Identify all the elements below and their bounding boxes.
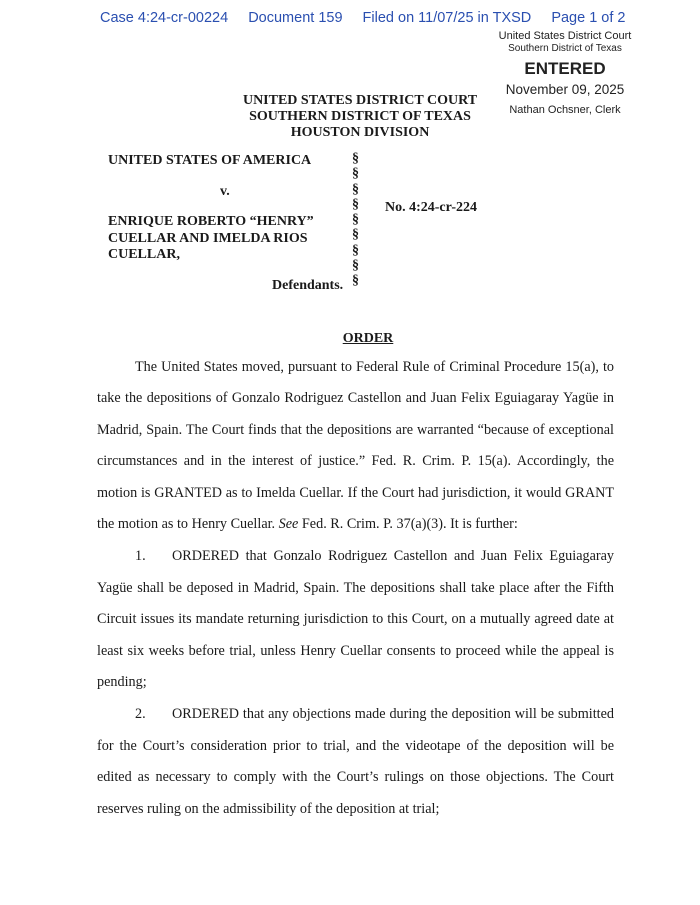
plaintiff-name: UNITED STATES OF AMERICA: [108, 153, 312, 168]
section-mark: §: [352, 242, 359, 258]
page-indicator: Page 1 of 2: [551, 10, 626, 26]
filed-date: Filed on 11/07/25 in TXSD: [362, 10, 532, 26]
section-symbols: [352, 151, 359, 289]
see-signal: See: [278, 516, 299, 533]
order-title: ORDER: [342, 331, 394, 346]
intro-paragraph: [97, 352, 614, 540]
court-heading: [0, 93, 700, 141]
court-line-3: HOUSTON DIVISION: [290, 125, 430, 140]
order-body: [97, 352, 614, 825]
intro-text: The United States moved, pursuant to Federal Rule of Criminal Procedure 15(a), to take the depositions of Gonzalo Rodriguez Castellon and Juan Felix Eguiagaray Yagüe in Madrid, Spain. The Court finds that the depositions are warranted “because of exceptional circumstances and in the interest of justice.” Fed. R. Crim. P. 15(a). Accordingly, the motion is GRANTED as to Imelda Cuellar. If the Court had jurisdiction, it would GRANT the motion as to Henry Cuellar.: [97, 359, 614, 533]
stamp-district: Southern District of Texas: [508, 43, 622, 54]
stamp-status: ENTERED: [524, 59, 606, 78]
defendant-line-2: CUELLAR AND IMELDA RIOS: [108, 230, 308, 246]
item-text: ORDERED that Gonzalo Rodriguez Castellon and Juan Felix Eguiagaray Yagüe shall be deposed in Madrid, Spain. The depositions shall take place after the Fifth Circuit issues its mandate returning jurisdiction to this Court, on a mutually agreed date at least six weeks before trial, unless Henry Cuellar consents to proceed while the appeal is pending;: [97, 548, 614, 691]
ecf-header: [100, 10, 625, 26]
defendants-label: Defendants.: [272, 278, 344, 293]
case-number: No. 4:24-cr-224: [385, 200, 478, 215]
stamp-date: November 09, 2025: [505, 82, 625, 97]
order-item-1: [97, 541, 614, 698]
section-mark: §: [352, 181, 359, 197]
item-number: 2.: [135, 706, 146, 723]
order-item-2: [97, 699, 614, 825]
item-text: ORDERED that any objections made during the deposition will be submitted for the Court’s consideration prior to trial, and the videotape of the deposition will be edited as necessary to comply with the Court’s rulings on those objections. The Court reserves ruling on the admissibility of the deposition at trial;: [97, 706, 614, 817]
section-mark: §: [352, 166, 359, 182]
section-mark: §: [352, 227, 359, 243]
stamp-court: United States District Court: [498, 30, 632, 42]
document-number: Document 159: [248, 10, 343, 26]
court-line-1: UNITED STATES DISTRICT COURT: [242, 93, 478, 108]
case-number-header: Case 4:24-cr-00224: [100, 10, 229, 26]
intro-text-end: Fed. R. Crim. P. 37(a)(3). It is further:: [298, 516, 518, 533]
section-mark: §: [352, 273, 359, 289]
versus: v.: [220, 183, 230, 199]
section-mark: §: [352, 196, 359, 212]
section-mark: §: [352, 151, 359, 166]
defendant-line-1: ENRIQUE ROBERTO “HENRY”: [108, 214, 314, 229]
defendant-line-3: CUELLAR,: [108, 247, 180, 262]
stamp-clerk: Nathan Ochsner, Clerk: [509, 104, 621, 116]
item-number: 1.: [135, 548, 146, 565]
section-mark: §: [352, 258, 359, 274]
case-caption: [108, 153, 344, 293]
court-line-2: SOUTHERN DISTRICT OF TEXAS: [249, 109, 471, 124]
section-mark: §: [352, 212, 359, 228]
